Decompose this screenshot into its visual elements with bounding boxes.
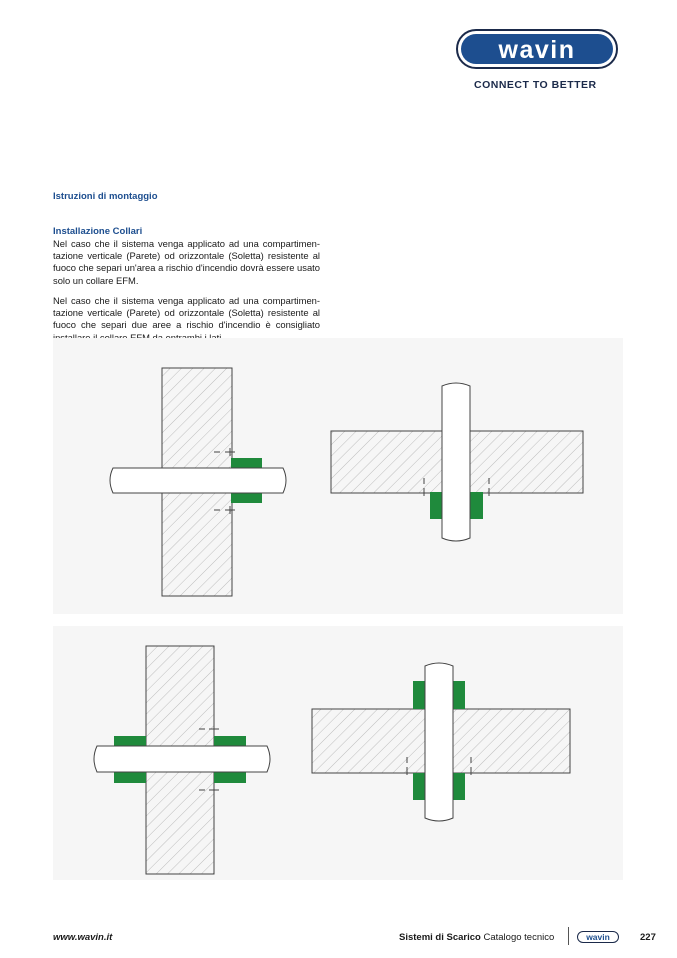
slab-diagram-single [331,383,583,541]
slab-diagram-double [312,663,570,821]
fire-collar [231,458,262,469]
tagline: CONNECT TO BETTER [474,79,597,91]
pipe [110,468,286,493]
fire-collar [470,492,483,519]
svg-text:wavin: wavin [586,932,610,942]
section-title: Istruzioni di montaggio [53,191,158,202]
pipe [425,663,453,821]
fire-collar [413,681,425,709]
pipe [442,383,470,541]
catalog-title-bold: Sistemi di Scarico [399,932,481,943]
fire-collar [453,681,465,709]
fire-collar [114,736,146,747]
figure-single-collar [53,338,623,614]
footer-website[interactable]: www.wavin.it [53,932,113,943]
wall-diagram-single [110,368,286,596]
fire-collar [114,772,146,783]
footer-wavin-logo [577,931,619,943]
fire-collar [430,492,443,519]
fire-collar [214,772,246,783]
wavin-logo [456,29,618,69]
page-number: 227 [640,932,656,943]
fire-collar [413,773,425,800]
subsection-title: Installazione Collari [53,226,143,237]
footer-catalog-title [399,932,554,943]
figure-double-collar [53,626,623,880]
footer-divider [568,927,569,945]
fire-collar [453,773,465,800]
fire-collar [231,492,262,503]
paragraph-single-collar: Nel caso che il sistema venga applicato ad una compartimen- tazione verticale (Parete) od orizzontale (Soletta) resistente al fuoco che separi un'area a rischio d'incendio dovrà essere usato solo un collare EFM. [53,238,320,286]
wall-diagram-double [94,646,270,874]
svg-text:wavin: wavin [498,36,576,64]
pipe [94,746,270,772]
paragraph-double-collar: Nel caso che il sistema venga applicato ad una compartimen- tazione verticale (Parete) od orizzontale (Soletta) resistente al fuoco che separi due aree a rischio d'incendio è consigliato [53,295,320,331]
fire-collar [214,736,246,747]
catalog-title-rest: Catalogo tecnico [480,932,555,943]
